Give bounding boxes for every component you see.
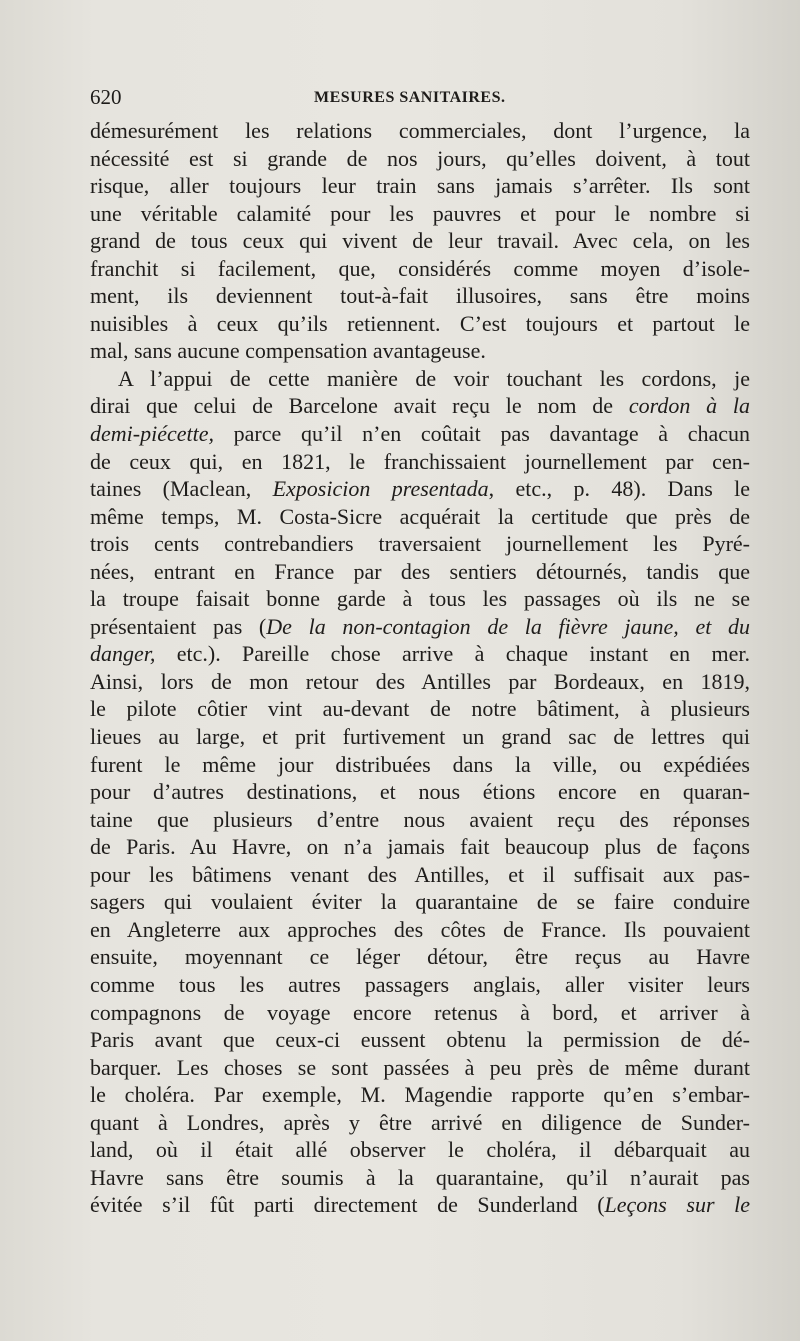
text-line: Paris avant que ceux-ci eussent obtenu la permission de dé- [90,1027,750,1053]
text-line: la troupe faisait bonne garde à tous les passages où ils ne se [90,586,750,612]
text-line: démesurément les relations commerciales, dont l’urgence, la [90,118,750,143]
page-number: 620 [90,85,122,109]
paragraph-end-line: mal, sans aucune compensation avantageuse. [90,338,486,364]
text-line: même temps, M. Costa-Sicre acquérait la certitude que près de [90,503,750,529]
text-line: comme tous les autres passagers anglais, aller visiter leurs [90,971,750,997]
text-line: pour d’autres destinations, et nous étions encore en quaran- [90,779,750,805]
text-line: grand de tous ceux qui vivent de leur travail. Avec cela, on les [90,228,750,254]
text-line: de Paris. Au Havre, on n’a jamais fait beaucoup plus de façons [90,834,750,860]
text-line: de ceux qui, en 1821, le franchissaient journellement par cen- [90,448,750,474]
text-line: risque, aller toujours leur train sans jamais s’arrêter. Ils sont [90,173,750,199]
italic-term: cordon à la [628,393,750,419]
text-line: présentaient pas (De la non-contagion de la fièvre jaune, et du [90,613,751,639]
text-line: en Angleterre aux approches des côtes de France. Ils pouvaient [90,916,750,942]
text-line: nuisibles à ceux qu’ils retiennent. C’est toujours et partout le [90,310,750,336]
text-line: demi-piécette, parce qu’il n’en coûtait pas davantage à chacun [90,421,750,447]
text-line: sagers qui voulaient éviter la quarantaine de se faire conduire [90,889,750,915]
text-line: nées, entrant en France par des sentiers détournés, tandis que [90,558,750,584]
italic-title: Exposicion presentada [272,476,489,502]
text-line: le choléra. Par exemple, M. Magendie rapporte qu’en s’embar- [90,1082,750,1108]
italic-term: demi-piécette, [90,421,214,447]
text-line: ment, ils deviennent tout-à-fait illusoires, sans être moins [90,283,750,309]
paragraph-start-line: A l’appui de cette manière de voir touchant les cordons, je [118,365,750,391]
italic-title: Leçons sur le [604,1192,751,1218]
text-line: trois cents contrebandiers traversaient journellement les Pyré- [90,531,750,557]
running-head: MESURES SANITAIRES. [314,89,506,106]
text-line: taine que plusieurs d’entre nous avaient reçu des réponses [90,806,750,832]
text-line: barquer. Les choses se sont passées à peu près de même durant [90,1054,750,1080]
italic-title: danger, [90,641,156,667]
text-line: furent le même jour distribuées dans la ville, ou expédiées [90,751,750,777]
body-text [90,117,750,1219]
text-line: lieues au large, et prit furtivement un grand sac de lettres qui [90,724,750,750]
text-line: ensuite, moyennant ce léger détour, être reçus au Havre [90,944,750,970]
text-line: le pilote côtier vint au-devant de notre bâtiment, à plusieurs [90,696,750,722]
text-line: une véritable calamité pour les pauvres et pour le nombre si [90,200,750,226]
page-header [90,84,750,110]
text-line: Ainsi, lors de mon retour des Antilles par Bordeaux, en 1819, [90,668,750,694]
text-line: évitée s’il fût parti directement de Sunderland (Leçons sur le [90,1192,751,1218]
text-line: quant à Londres, après y être arrivé en diligence de Sunder- [90,1109,750,1135]
text-line: Havre sans être soumis à la quarantaine, qu’il n’aurait pas [90,1164,750,1190]
text-line: taines (Maclean, Exposicion presentada, etc., p. 48). Dans le [90,476,751,502]
text-line: compagnons de voyage encore retenus à bord, et arriver à [90,999,750,1025]
text-line: danger, etc.). Pareille chose arrive à chaque instant en mer. [90,641,750,667]
text-line: franchit si facilement, que, considérés comme moyen d’isole- [90,255,750,281]
text-line: dirai que celui de Barcelone avait reçu le nom de cordon à la [90,393,750,419]
text-line: land, où il était allé observer le choléra, il débarquait au [90,1137,750,1163]
italic-title: De la non-contagion de la fièvre jaune, et du [266,613,751,639]
text-line: nécessité est si grande de nos jours, qu’elles doivent, à tout [90,145,750,171]
text-line: pour les bâtimens venant des Antilles, et il suffisait aux pas- [90,861,750,887]
